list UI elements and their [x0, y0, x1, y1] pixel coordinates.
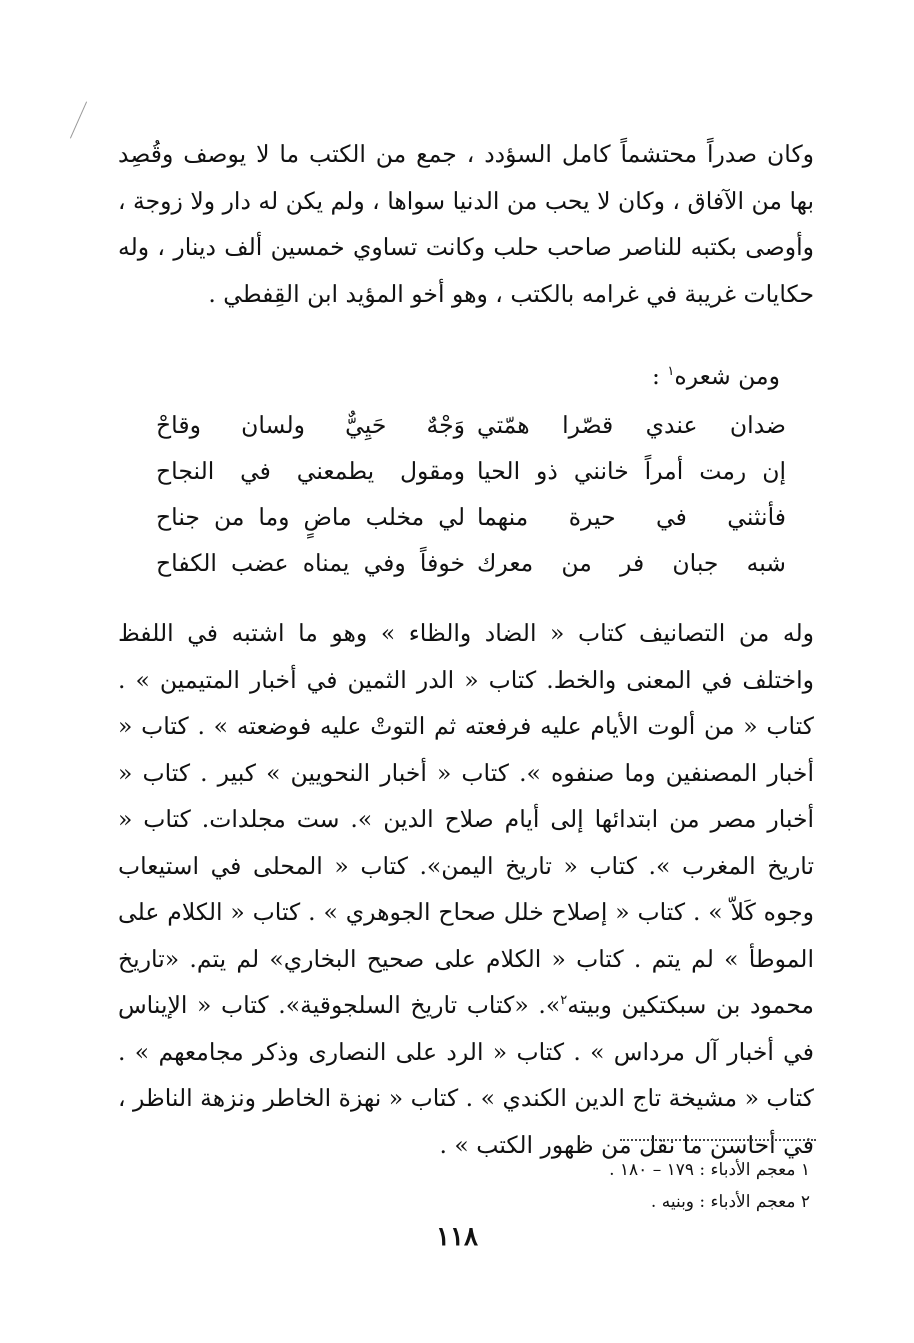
poem-intro-colon: : — [652, 362, 668, 390]
verse-first-hemistich: إن رمت أمراً خانني ذو الحيا — [477, 457, 786, 485]
poem-introduction — [652, 356, 780, 396]
paragraph-text: وكان صدراً محتشماً كامل السؤدد ، جمع من الكتب ما لا يوصف وقُصِد بها من الآفاق ، وكان لا يحب من الدنيا سواها ، ولم يكن له دار ولا زوجة ، وأوصى بكتبه للناصر صاحب حلب وكانت تساوي خمسين ألف دينار ، وله حكايات غريبة في غرامه بالكتب ، وهو أخو المؤيد ابن القِفطي . — [118, 140, 814, 308]
verse-first-hemistich: ضدان عندي قصّرا همّتي — [477, 411, 786, 439]
works-list-text — [118, 610, 814, 1168]
works-paragraph — [118, 610, 814, 1168]
verse-first-hemistich: فأنثني في حيرة منهما — [477, 503, 786, 531]
works-text-part-2: ». «كتاب تاريخ السلجوقية». كتاب « الإيناس في أخبار آل مرداس » . كتاب « الرد على النصارى وذكر مجامعهم » . كتاب « مشيخة تاج الدين الكندي » . كتاب « نهزة الخاطر ونزهة الناظر ، في أحاسن ما نقل من ظهور الكتب » . — [118, 991, 814, 1159]
verse-first-hemistich: شبه جبان فر من معرك — [477, 549, 786, 577]
poem — [150, 402, 792, 586]
verse-second-hemistich: ومقول يطمعني في النجاح — [156, 457, 465, 485]
verse-second-hemistich: خوفاً وفي يمناه عضب الكفاح — [156, 549, 465, 577]
page-number: ١١٨ — [436, 1222, 478, 1252]
footnotes — [609, 1154, 810, 1218]
verse-second-hemistich: وَجْهٌ حَيِيٌّ ولسان وقاحْ — [156, 411, 465, 439]
verse-second-hemistich: لي مخلب ماضٍ وما من جناح — [156, 503, 465, 531]
biography-paragraph — [118, 131, 814, 317]
poem-verse — [150, 540, 792, 586]
footnote-separator — [620, 1139, 816, 1141]
footnote-ref-1: ١ — [667, 364, 675, 380]
poem-intro-text: ومن شعره — [674, 362, 780, 390]
poem-verse — [150, 494, 792, 540]
poem-verse — [150, 448, 792, 494]
footnote-1: ١ معجم الأدباء : ١٧٩ – ١٨٠ . — [609, 1160, 810, 1180]
footnote-ref-2: ٢ — [560, 993, 568, 1009]
footnote-2: ٢ معجم الأدباء : وبنيه . — [650, 1192, 810, 1212]
scan-artifact-line — [70, 102, 87, 139]
poem-verse — [150, 402, 792, 448]
works-text-part-1: وله من التصانيف كتاب « الضاد والظاء » وهو ما اشتبه في اللفظ واختلف في المعنى والخط. كتاب « الدر الثمين في أخبار المتيمين » . كتاب « من ألوت الأيام عليه فرفعته ثم التوتْ عليه فوضعته » . كتاب « أخبار المصنفين وما صنفوه ». كتاب « أخبار النحويين » كبير . كتاب « أخبار مصر من ابتدائها إلى أيام صلاح الدين ». ست مجلدات. كتاب « تاريخ المغرب ». كتاب « تاريخ اليمن». كتاب « المحلى في استيعاب وجوه كَلاّ » . كتاب « إصلاح خلل صحاح الجوهري » . كتاب « الكلام على الموطأ » لم يتم . كتاب « الكلام على صحيح البخاري» لم يتم. «تاريخ محمود بن سبكتكين وبيته — [118, 619, 814, 1019]
